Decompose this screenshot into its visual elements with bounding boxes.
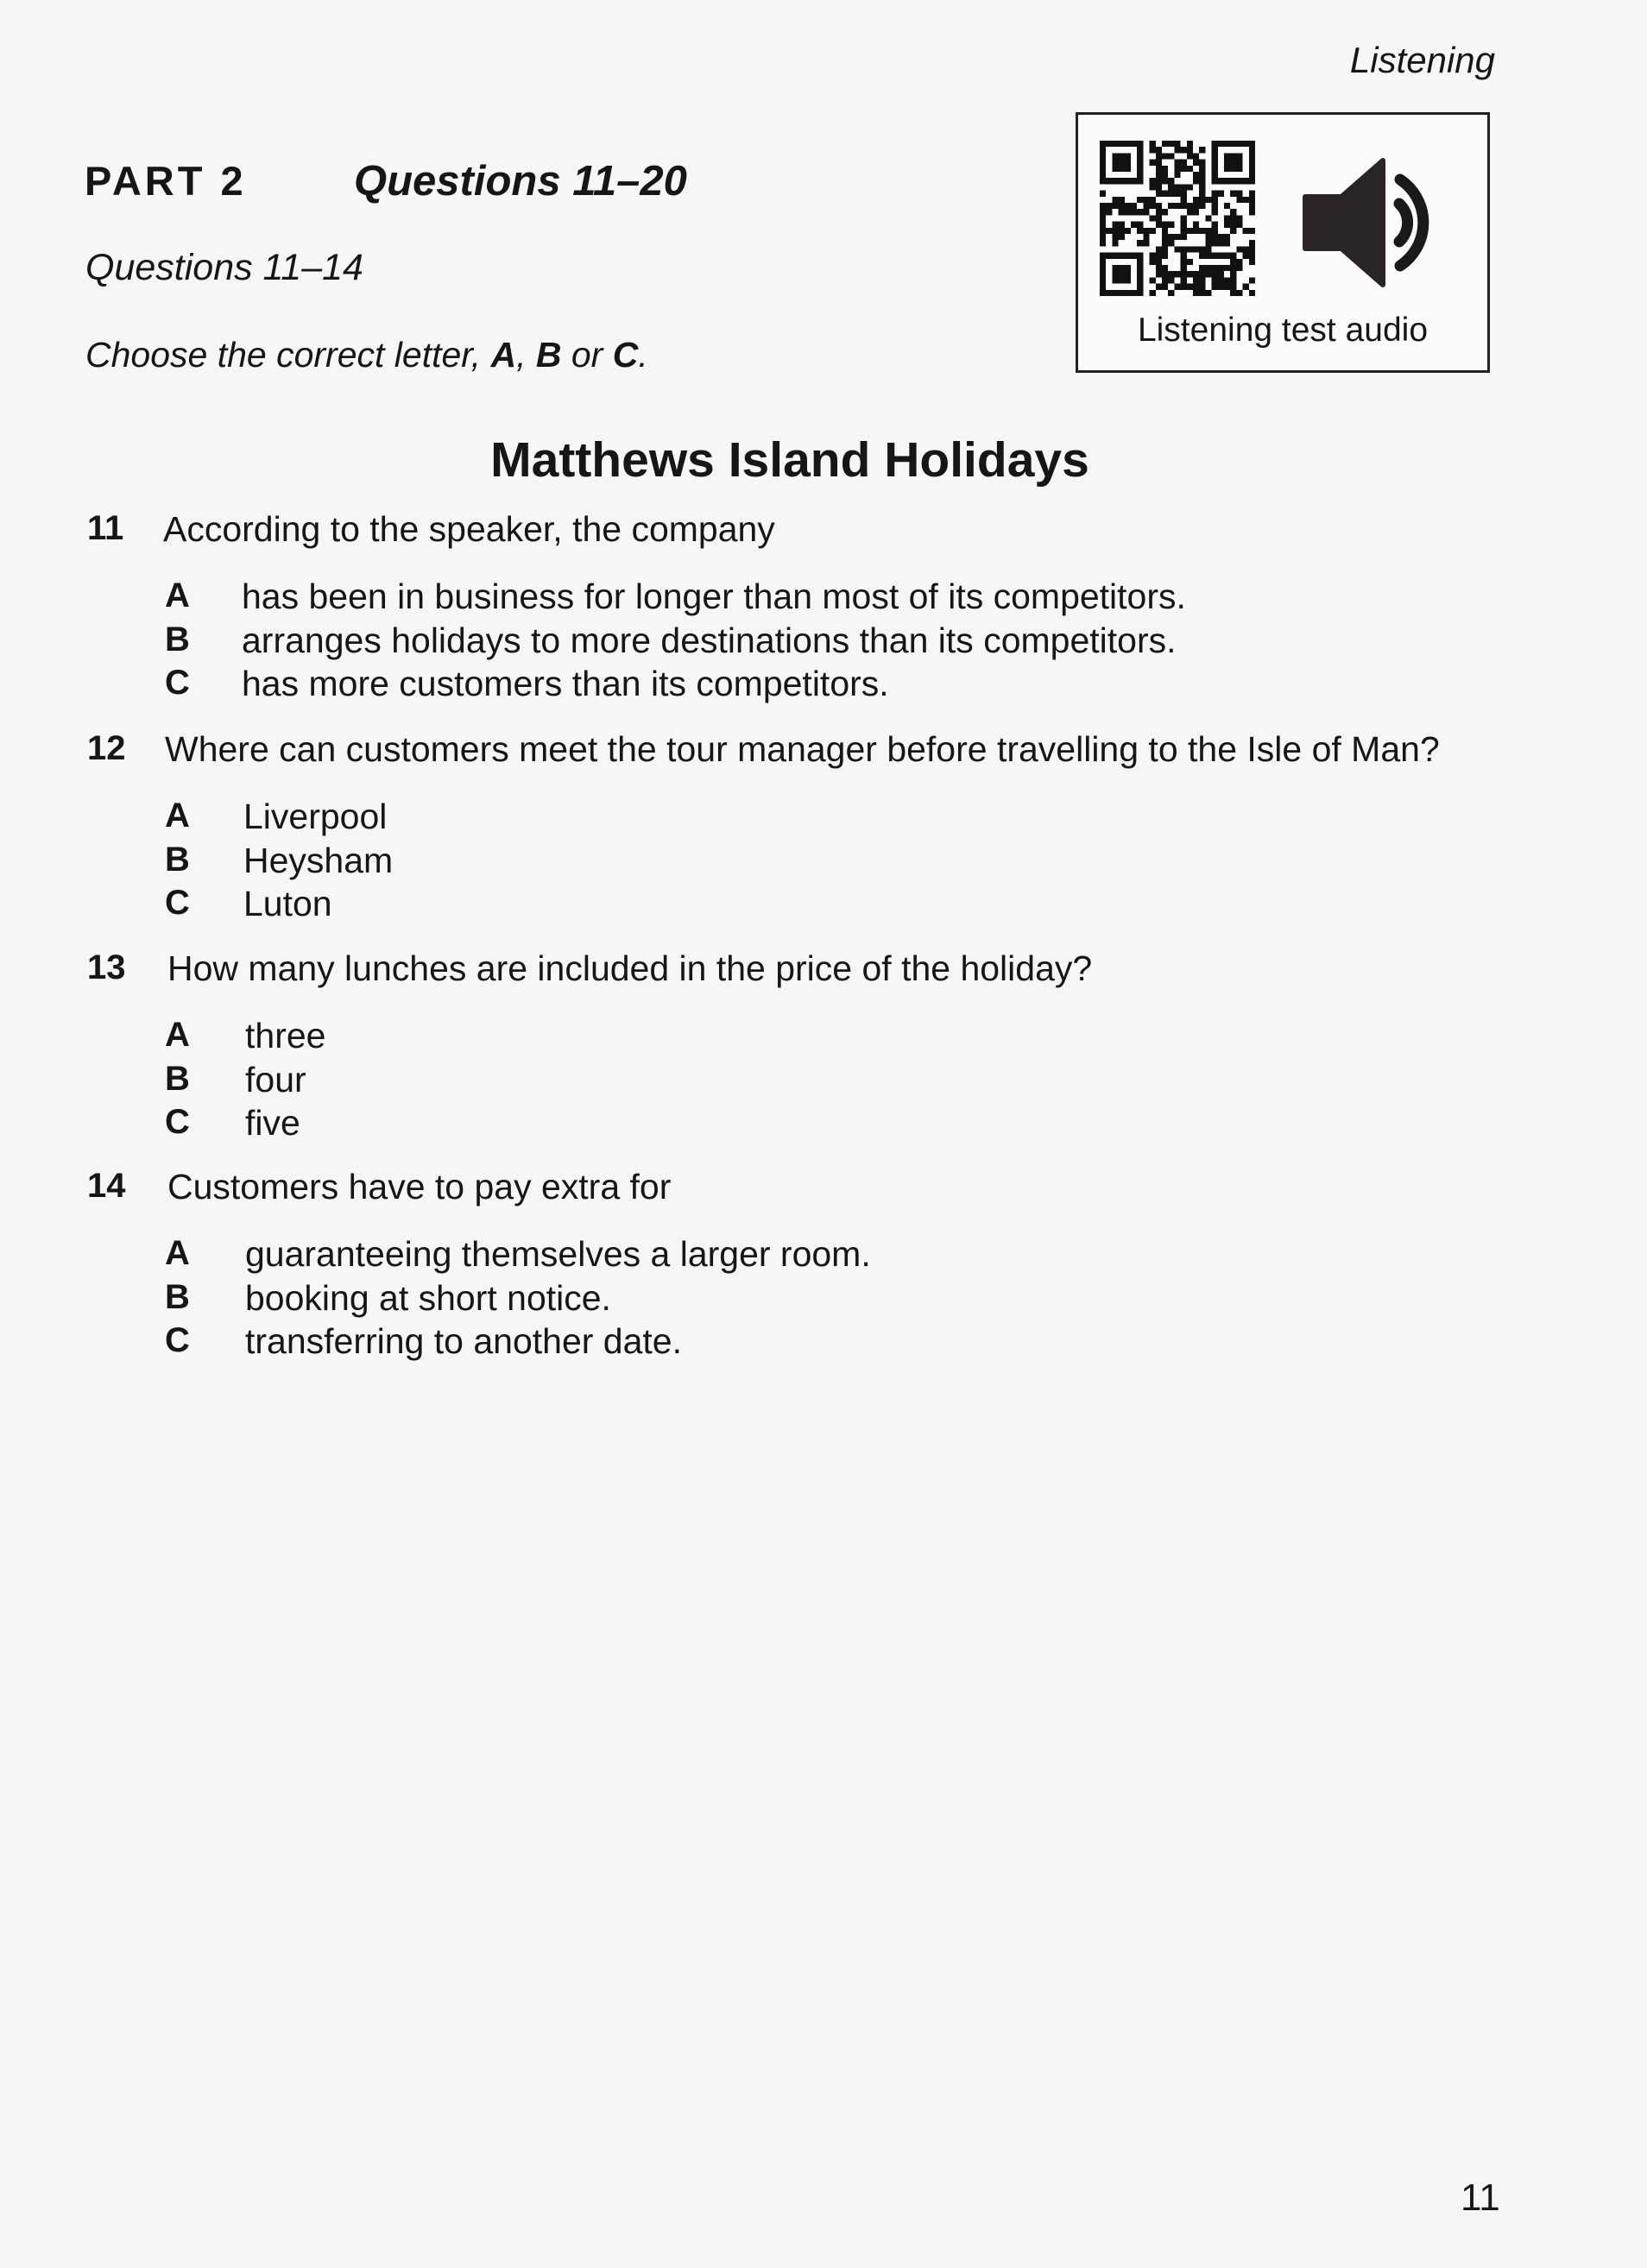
- question-text: Customers have to pay extra for: [167, 1167, 672, 1206]
- option-text: has been in business for longer than most of its competitors.: [242, 576, 1186, 616]
- option-letter: A: [165, 1016, 190, 1054]
- sep: or: [561, 335, 613, 375]
- question-text: According to the speaker, the company: [163, 509, 775, 549]
- option-text: four: [245, 1059, 306, 1099]
- letter-b: B: [535, 335, 562, 375]
- instruction-text: Choose the correct letter,: [85, 335, 491, 375]
- option-letter: A: [165, 576, 190, 614]
- option-letter: A: [165, 1234, 190, 1272]
- question-text: How many lunches are included in the price of the holiday?: [167, 948, 1093, 988]
- sep: .: [638, 335, 648, 375]
- page-number: 11: [1461, 2177, 1500, 2219]
- letter-c: C: [612, 335, 639, 375]
- option-letter: B: [165, 1059, 190, 1098]
- option-text: has more customers than its competitors.: [242, 664, 889, 703]
- audio-label: Listening test audio: [1137, 312, 1429, 349]
- option-text: transferring to another date.: [245, 1321, 682, 1361]
- option-text: Heysham: [243, 840, 394, 880]
- option-letter: C: [165, 1321, 190, 1359]
- option-text: five: [245, 1103, 300, 1143]
- part-label: PART 2: [85, 158, 247, 204]
- qr-code-icon[interactable]: [1100, 141, 1255, 296]
- question-number: 11: [87, 509, 124, 547]
- question-text: Where can customers meet the tour manager before travelling to the Isle of Man?: [165, 729, 1440, 769]
- option-text: Luton: [243, 884, 332, 923]
- option-text: guaranteeing themselves a larger room.: [245, 1234, 871, 1274]
- option-letter: B: [165, 1277, 190, 1316]
- option-letter: A: [165, 797, 190, 835]
- sep: ,: [516, 335, 536, 375]
- questions-range: Questions 11–20: [354, 158, 687, 205]
- running-header: Listening: [1349, 40, 1495, 80]
- question-number: 13: [87, 948, 126, 986]
- option-text: three: [245, 1016, 326, 1055]
- option-letter: B: [165, 840, 190, 879]
- question-number: 14: [87, 1167, 126, 1205]
- option-letter: B: [165, 620, 190, 658]
- instruction: [85, 335, 648, 375]
- option-letter: C: [165, 1103, 190, 1141]
- option-letter: C: [165, 884, 190, 922]
- subsection-heading: Questions 11–14: [85, 247, 363, 288]
- section-title: Matthews Island Holidays: [490, 432, 1089, 488]
- letter-a: A: [490, 335, 517, 375]
- option-letter: C: [165, 664, 190, 702]
- option-text: booking at short notice.: [245, 1277, 611, 1318]
- option-text: arranges holidays to more destinations than its competitors.: [242, 620, 1177, 660]
- audio-box[interactable]: [1076, 112, 1490, 373]
- option-text: Liverpool: [243, 797, 388, 836]
- question-number: 12: [87, 729, 126, 767]
- speaker-icon[interactable]: [1298, 154, 1436, 292]
